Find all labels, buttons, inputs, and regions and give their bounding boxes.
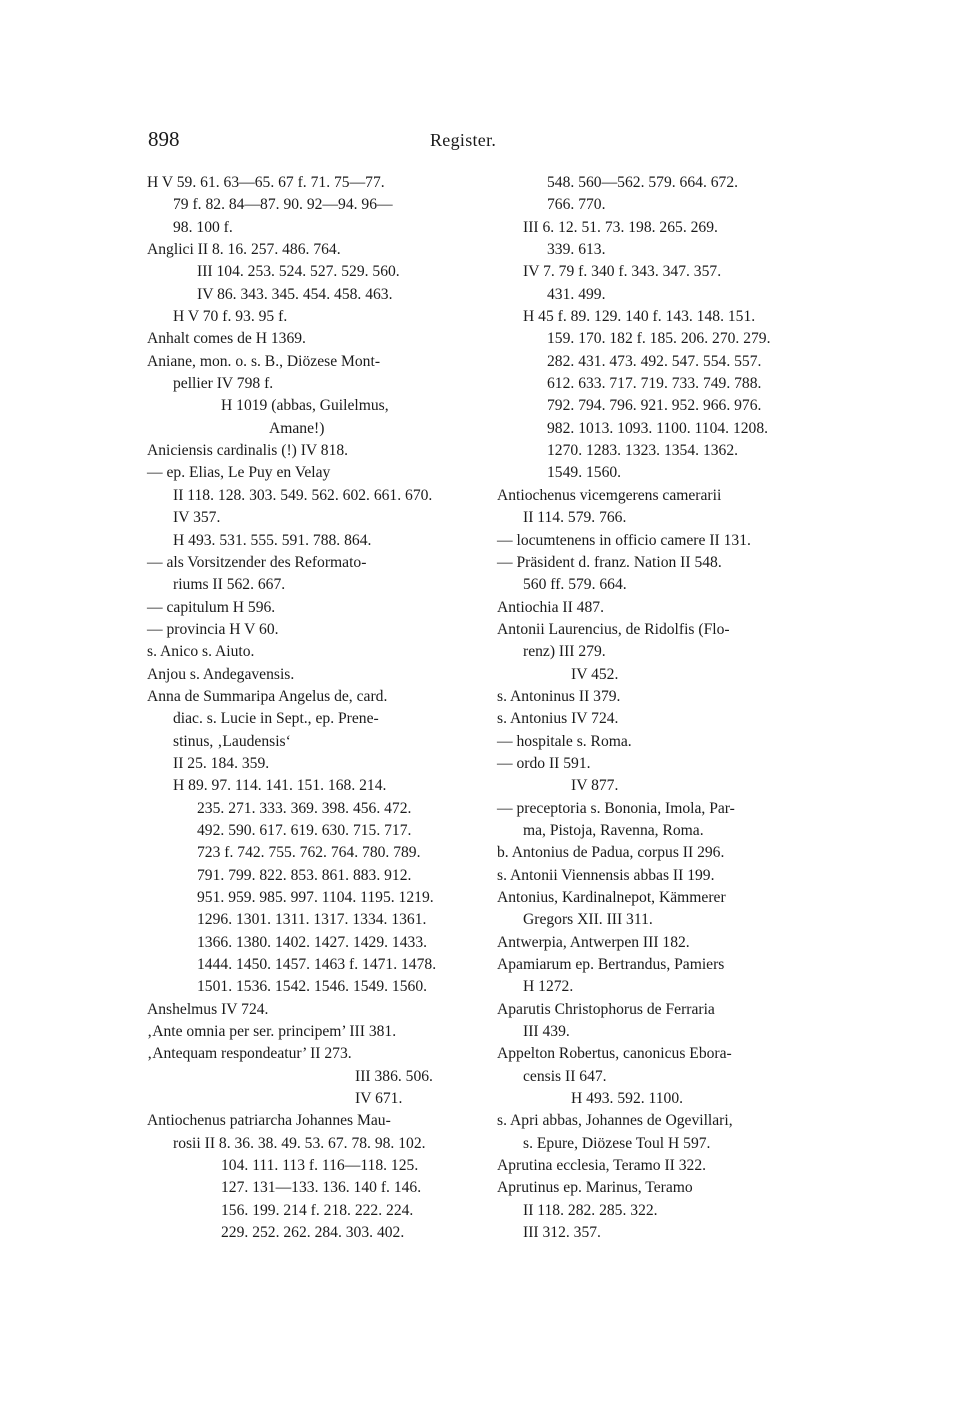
- index-line: 79 f. 82. 84—87. 90. 92—94. 96—: [173, 196, 393, 214]
- index-line: 560 ff. 579. 664.: [523, 576, 627, 594]
- index-line: Aprutinus ep. Marinus, Teramo: [497, 1179, 693, 1197]
- index-line: riums II 562. 667.: [173, 576, 286, 594]
- index-line: II 118. 282. 285. 322.: [523, 1201, 658, 1219]
- index-line: Aniane, mon. o. s. B., Diözese Mont-: [147, 352, 381, 370]
- index-line: Antiochenus patriarcha Johannes Mau-: [147, 1112, 391, 1130]
- index-line: s. Antonii Viennensis abbas II 199.: [497, 866, 715, 884]
- index-line: IV 452.: [571, 665, 619, 683]
- index-line: Appelton Robertus, canonicus Ebora-: [497, 1045, 732, 1063]
- index-line: — preceptoria s. Bononia, Imola, Par-: [497, 799, 735, 817]
- index-line: pellier IV 798 f.: [173, 375, 274, 393]
- index-line: 1549. 1560.: [547, 464, 622, 482]
- index-line: Anshelmus IV 724.: [147, 1000, 269, 1018]
- index-line: censis II 647.: [523, 1067, 607, 1085]
- index-line: II 114. 579. 766.: [523, 509, 627, 527]
- index-line: rosii II 8. 36. 38. 49. 53. 67. 78. 98. 102.: [173, 1134, 426, 1152]
- index-line: H 45 f. 89. 129. 140 f. 143. 148. 151.: [523, 308, 756, 326]
- index-line: 235. 271. 333. 369. 398. 456. 472.: [197, 799, 412, 817]
- index-line: 1444. 1450. 1457. 1463 f. 1471. 1478.: [197, 956, 437, 974]
- index-line: Antwerpia, Antwerpen III 182.: [497, 933, 690, 951]
- index-line: — Präsident d. franz. Nation II 548.: [497, 553, 722, 571]
- index-line: 1296. 1301. 1311. 1317. 1334. 1361.: [197, 911, 427, 929]
- index-line: IV 7. 79 f. 340 f. 343. 347. 357.: [523, 263, 722, 281]
- index-line: — ordo II 591.: [497, 754, 591, 772]
- index-line: 612. 633. 717. 719. 733. 749. 788.: [547, 375, 762, 393]
- index-line: Aniciensis cardinalis (!) IV 818.: [147, 442, 349, 460]
- index-line: IV 877.: [571, 777, 619, 795]
- index-line: ‚Ante omnia per ser. principem’ III 381.: [147, 1023, 397, 1041]
- index-line: II 25. 184. 359.: [173, 754, 270, 772]
- index-line: stinus, ‚Laudensis‘: [173, 732, 291, 750]
- index-line: Aparutis Christophorus de Ferraria: [497, 1000, 715, 1018]
- index-line: H 1019 (abbas, Guilelmus,: [221, 397, 389, 415]
- index-line: s. Antoninus II 379.: [497, 687, 621, 705]
- index-line: IV 671.: [355, 1090, 403, 1108]
- index-line: Anhalt comes de H 1369.: [147, 330, 306, 348]
- running-title: Register.: [430, 130, 497, 150]
- index-line: Antiochenus vicemgerens camerarii: [497, 486, 722, 504]
- index-line: ‚Antequam respondeatur’ II 273.: [147, 1045, 352, 1063]
- index-line: Antiochia II 487.: [497, 598, 604, 616]
- index-line: IV 86. 343. 345. 454. 458. 463.: [197, 285, 393, 303]
- index-line: — ep. Elias, Le Puy en Velay: [147, 464, 331, 482]
- index-line: 982. 1013. 1093. 1100. 1104. 1208.: [547, 419, 769, 437]
- index-line: 431. 499.: [547, 285, 606, 303]
- index-line: 791. 799. 822. 853. 861. 883. 912.: [197, 866, 412, 884]
- index-line: Anglici II 8. 16. 257. 486. 764.: [147, 241, 341, 259]
- index-line: H 493. 531. 555. 591. 788. 864.: [173, 531, 372, 549]
- index-line: III 439.: [523, 1023, 570, 1041]
- index-line: III 104. 253. 524. 527. 529. 560.: [197, 263, 400, 281]
- index-line: H 493. 592. 1100.: [571, 1090, 684, 1108]
- index-line: diac. s. Lucie in Sept., ep. Prene-: [173, 710, 379, 728]
- index-line: 1366. 1380. 1402. 1427. 1429. 1433.: [197, 933, 428, 951]
- page-number: 898: [148, 127, 180, 151]
- index-line: Anna de Summaripa Angelus de, card.: [147, 687, 388, 705]
- index-line: 492. 590. 617. 619. 630. 715. 717.: [197, 821, 412, 839]
- index-line: H V 59. 61. 63—65. 67 f. 71. 75—77.: [147, 174, 385, 191]
- index-line: 229. 252. 262. 284. 303. 402.: [221, 1224, 405, 1242]
- index-line: H 89. 97. 114. 141. 151. 168. 214.: [173, 777, 387, 795]
- index-line: 282. 431. 473. 492. 547. 554. 557.: [547, 352, 762, 370]
- index-line: IV 357.: [173, 509, 221, 527]
- index-line: III 312. 357.: [523, 1224, 601, 1242]
- index-line: — hospitale s. Roma.: [497, 732, 632, 750]
- index-line: 1501. 1536. 1542. 1546. 1549. 1560.: [197, 978, 428, 996]
- index-line: — locumtenens in officio camere II 131.: [497, 531, 751, 549]
- index-line: 723 f. 742. 755. 762. 764. 780. 789.: [197, 844, 421, 862]
- left-column: [147, 172, 477, 1245]
- index-line: 159. 170. 182 f. 185. 206. 270. 279.: [547, 330, 771, 348]
- index-line: 548. 560—562. 579. 664. 672.: [547, 174, 739, 191]
- index-line: — capitulum H 596.: [147, 598, 276, 616]
- index-line: H V 70 f. 93. 95 f.: [173, 308, 288, 326]
- index-line: 766. 770.: [547, 196, 606, 214]
- index-line: 1270. 1283. 1323. 1354. 1362.: [547, 442, 739, 460]
- index-line: Aprutina ecclesia, Teramo II 322.: [497, 1157, 707, 1175]
- index-line: b. Antonius de Padua, corpus II 296.: [497, 844, 725, 862]
- index-line: s. Epure, Diözese Toul H 597.: [523, 1134, 711, 1152]
- index-line: Anjou s. Andegavensis.: [147, 665, 295, 683]
- index-line: ma, Pistoja, Ravenna, Roma.: [523, 821, 704, 839]
- index-line: Antonius, Kardinalnepot, Kämmerer: [497, 889, 726, 906]
- index-line: III 6. 12. 51. 73. 198. 265. 269.: [523, 218, 718, 236]
- index-line: renz) III 279.: [523, 643, 606, 661]
- index-line: 951. 959. 985. 997. 1104. 1195. 1219.: [197, 889, 434, 906]
- index-line: III 386. 506.: [355, 1067, 433, 1085]
- index-line: H 1272.: [523, 978, 574, 996]
- index-line: 127. 131—133. 136. 140 f. 146.: [221, 1179, 422, 1197]
- index-line: Apamiarum ep. Bertrandus, Pamiers: [497, 956, 725, 974]
- right-column: [497, 172, 817, 1245]
- index-line: 339. 613.: [547, 241, 606, 259]
- index-line: 104. 111. 113 f. 116—118. 125.: [221, 1157, 419, 1175]
- index-line: s. Anico s. Aiuto.: [147, 643, 255, 661]
- index-line: — als Vorsitzender des Reformato-: [147, 553, 367, 571]
- index-line: s. Apri abbas, Johannes de Ogevillari,: [497, 1112, 733, 1130]
- index-line: — provincia H V 60.: [147, 620, 279, 638]
- index-line: 98. 100 f.: [173, 218, 233, 236]
- index-line: Gregors XII. III 311.: [523, 911, 653, 929]
- index-line: s. Antonius IV 724.: [497, 710, 619, 728]
- index-line: Antonii Laurencius, de Ridolfis (Flo-: [497, 620, 730, 638]
- index-line: 156. 199. 214 f. 218. 222. 224.: [221, 1201, 414, 1219]
- index-line: Amane!): [269, 419, 325, 437]
- index-line: II 118. 128. 303. 549. 562. 602. 661. 670.: [173, 486, 433, 504]
- index-line: 792. 794. 796. 921. 952. 966. 976.: [547, 397, 762, 415]
